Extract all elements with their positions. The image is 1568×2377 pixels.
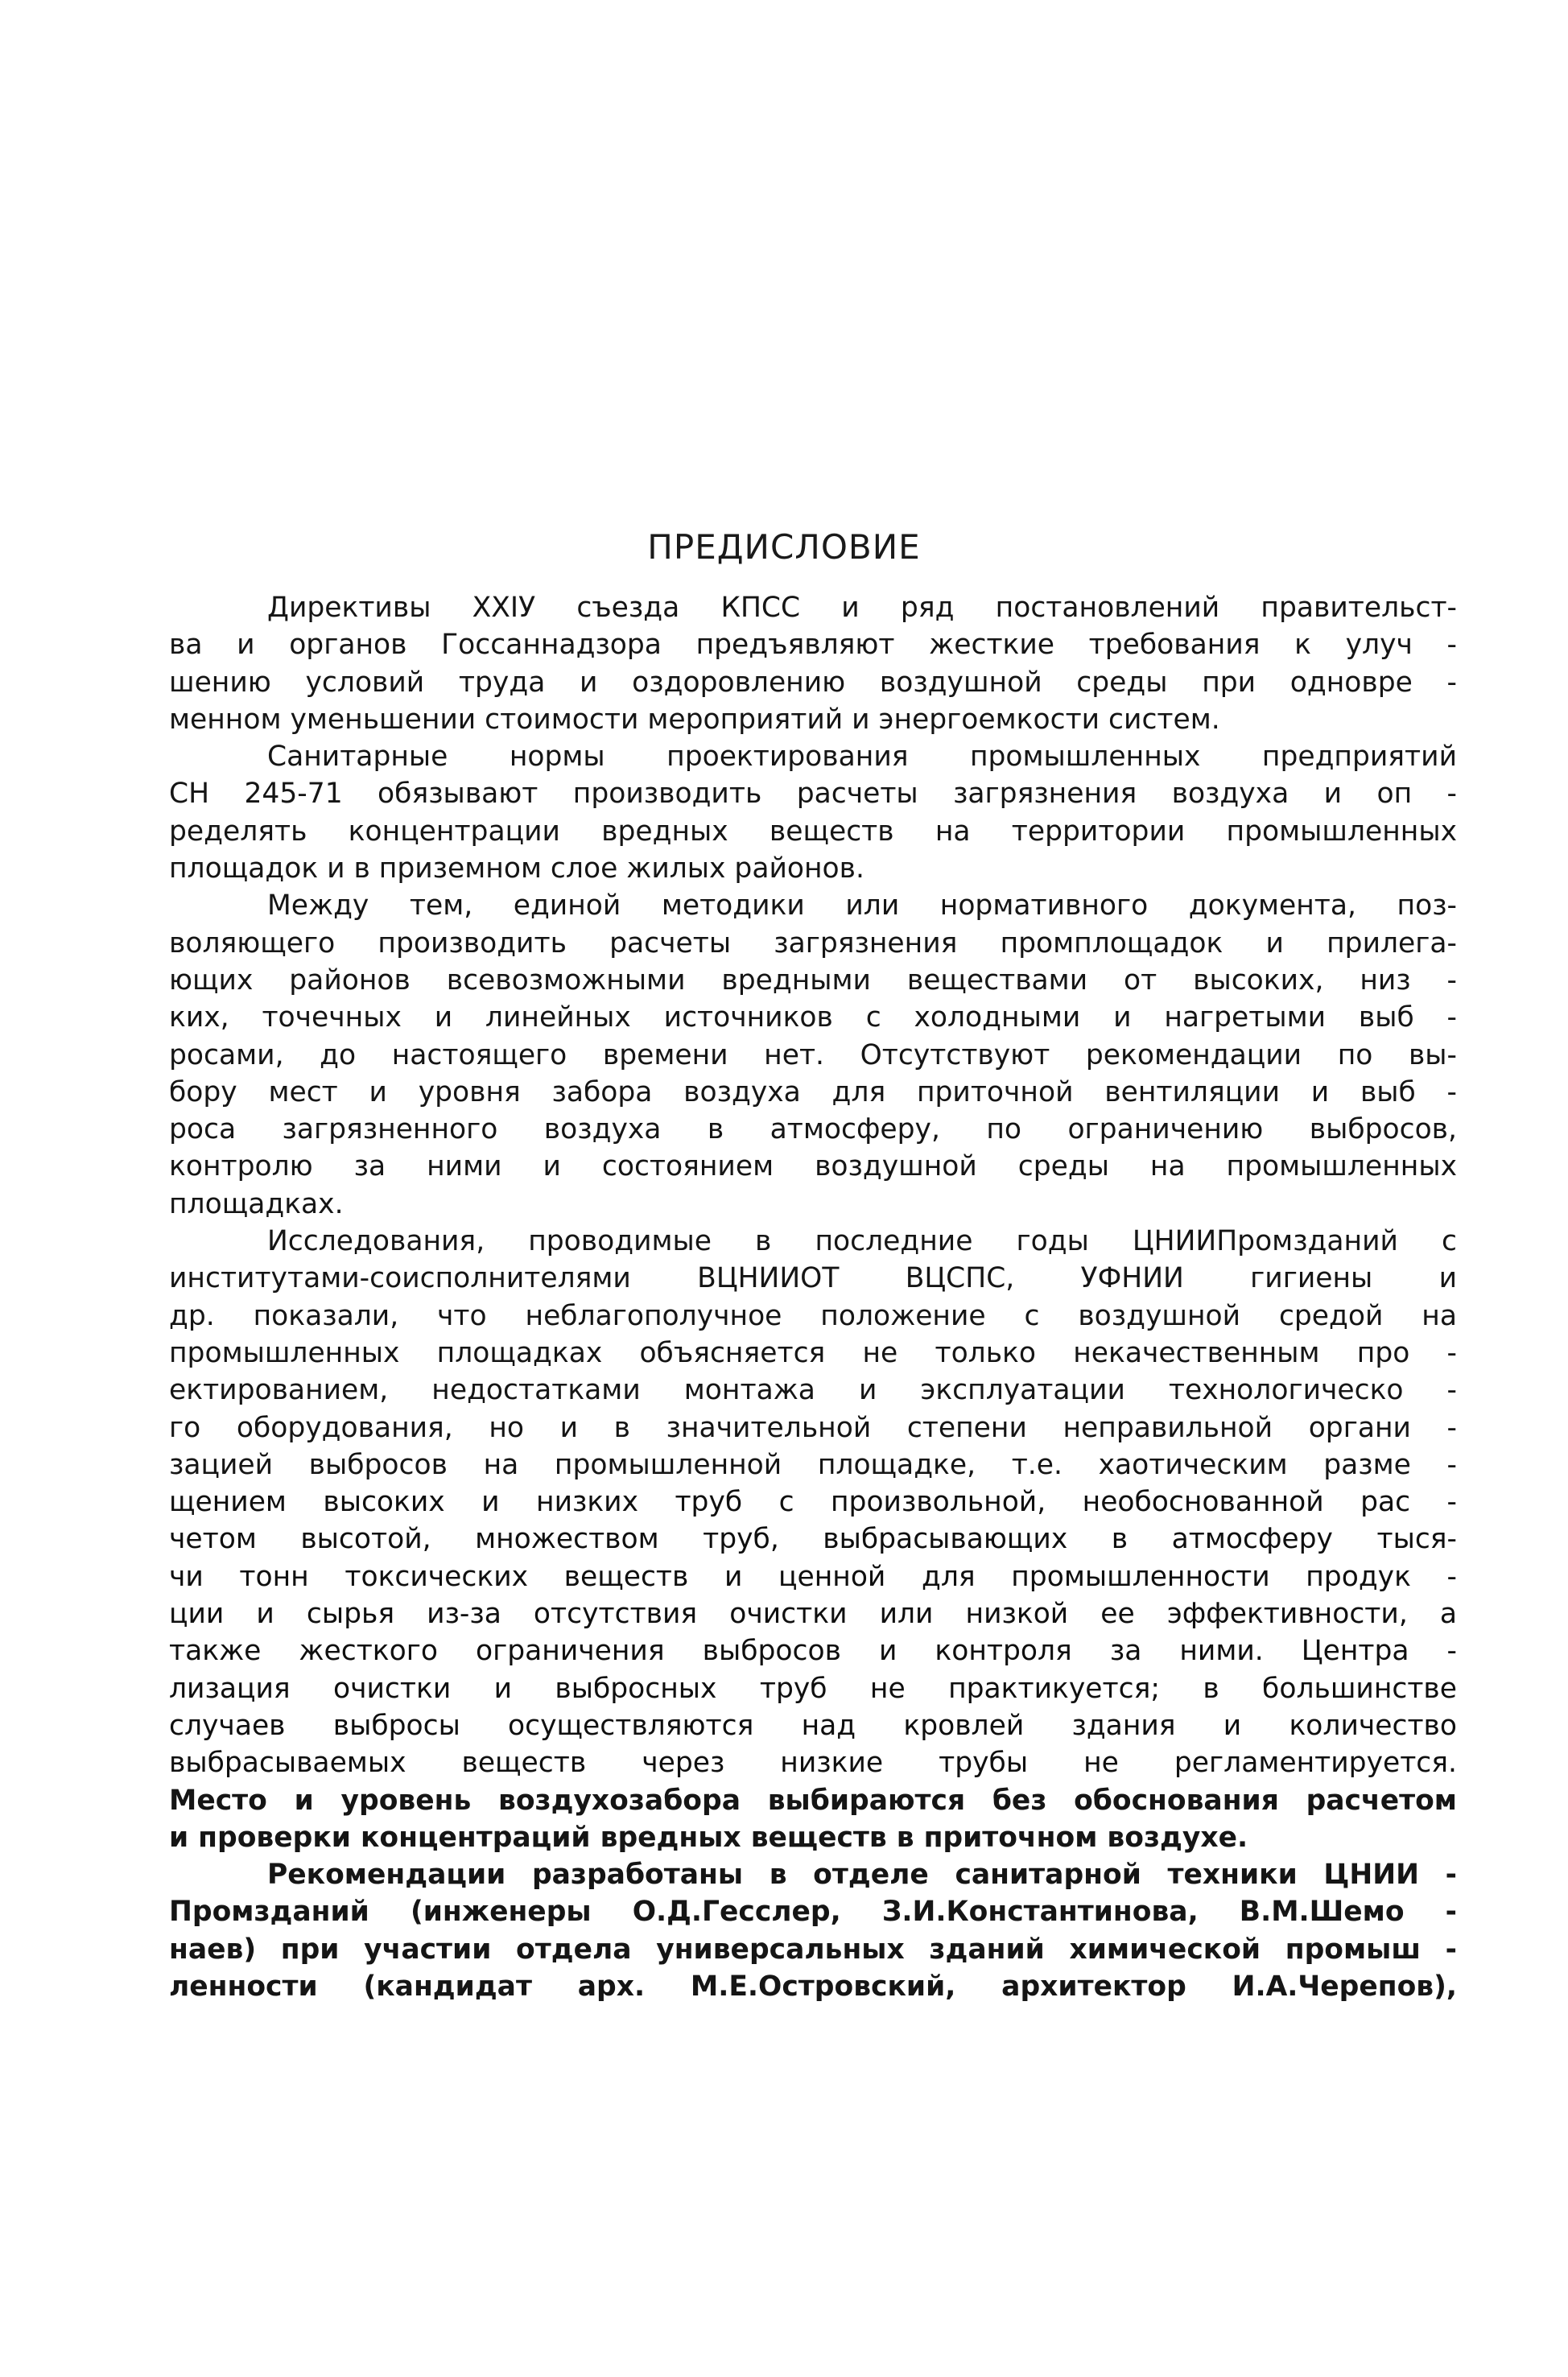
text-line: площадок и в приземном слое жилых районов. — [169, 852, 864, 885]
text-line: зацией выбросов на промышленной площадке, т.е. хаотическим разме - — [169, 1448, 1457, 1481]
text-line: наев) при участии отдела универсальных зданий химической промыш - — [169, 1933, 1457, 1966]
text-line: контролю за ними и состоянием воздушной среды на промышленных — [169, 1150, 1457, 1183]
text-line: го оборудования, но и в значительной степени неправильной органи - — [169, 1411, 1457, 1444]
text-line: ких, точечных и линейных источников с холодными и нагретыми выб - — [169, 1001, 1457, 1034]
text-line: ектированием, недостатками монтажа и эксплуатации технологическо - — [169, 1374, 1457, 1407]
text-line: также жесткого ограничения выбросов и контроля за ними. Центра - — [169, 1635, 1457, 1668]
text-line: институтами-соисполнителями ВЦНИИОТ ВЦСПС, УФНИИ гигиены и — [169, 1262, 1457, 1295]
text-line: щением высоких и низких труб с произвольной, необоснованной рас - — [169, 1486, 1457, 1519]
text-line: росами, до настоящего времени нет. Отсутствуют рекомендации по вы- — [169, 1038, 1457, 1071]
text-line: шению условий труда и оздоровлению воздушной среды при одновре - — [169, 666, 1457, 699]
text-line: Исследования, проводимые в последние годы ЦНИИПромзданий с — [267, 1225, 1457, 1258]
text-line: бору мест и уровня забора воздуха для приточной вентиляции и выб - — [169, 1075, 1457, 1108]
text-line: ющих районов всевозможными вредными веществами от высоких, низ - — [169, 964, 1457, 997]
page-title: ПРЕДИСЛОВИЕ — [647, 527, 921, 567]
text-line: чи тонн токсических веществ и ценной для промышленности продук - — [169, 1560, 1457, 1593]
text-line: ределять концентрации вредных веществ на территории промышленных — [169, 815, 1457, 848]
text-line: выбрасываемых веществ через низкие трубы не регламентируется. — [169, 1747, 1457, 1780]
text-line: Промзданий (инженеры О.Д.Гесслер, З.И.Константинова, В.М.Шемо - — [169, 1896, 1457, 1929]
text-line: четом высотой, множеством труб, выбрасывающих в атмосферу тыся- — [169, 1523, 1457, 1556]
text-line: менном уменьшении стоимости мероприятий и энергоемкости систем. — [169, 703, 1220, 736]
preface-body — [169, 589, 1457, 2005]
text-line: и проверки концентраций вредных веществ в приточном воздухе. — [169, 1821, 1248, 1854]
text-line: Рекомендации разработаны в отделе санитарной техники ЦНИИ - — [267, 1859, 1457, 1892]
text-line: Санитарные нормы проектирования промышленных предприятий — [267, 741, 1457, 774]
text-line: др. показали, что неблагополучное положение с воздушной средой на — [169, 1299, 1457, 1332]
text-line: площадках. — [169, 1187, 344, 1220]
text-line: Между тем, единой методики или нормативного документа, поз- — [267, 889, 1457, 922]
text-line: случаев выбросы осуществляются над кровлей здания и количество — [169, 1709, 1457, 1742]
text-line: ва и органов Госсаннадзора предъявляют жесткие требования к улуч - — [169, 629, 1457, 662]
text-line: воляющего производить расчеты загрязнения промплощадок и прилега- — [169, 926, 1457, 959]
text-line: ции и сырья из-за отсутствия очистки или низкой ее эффективности, а — [169, 1598, 1457, 1631]
text-line: ленности (кандидат арх. М.Е.Островский, архитектор И.А.Черепов), — [169, 1970, 1457, 2003]
text-line: Директивы XXIУ съезда КПСС и ряд постановлений правительст- — [267, 592, 1457, 624]
text-line: промышленных площадках объясняется не только некачественным про - — [169, 1336, 1457, 1369]
text-line: лизация очистки и выбросных труб не практикуется; в большинстве — [169, 1672, 1457, 1705]
text-line: роса загрязненного воздуха в атмосферу, по ограничению выбросов, — [169, 1113, 1457, 1146]
text-line: Место и уровень воздухозабора выбираются без обоснования расчетом — [169, 1784, 1457, 1817]
text-line: СН 245-71 обязывают производить расчеты загрязнения воздуха и оп - — [169, 778, 1457, 811]
